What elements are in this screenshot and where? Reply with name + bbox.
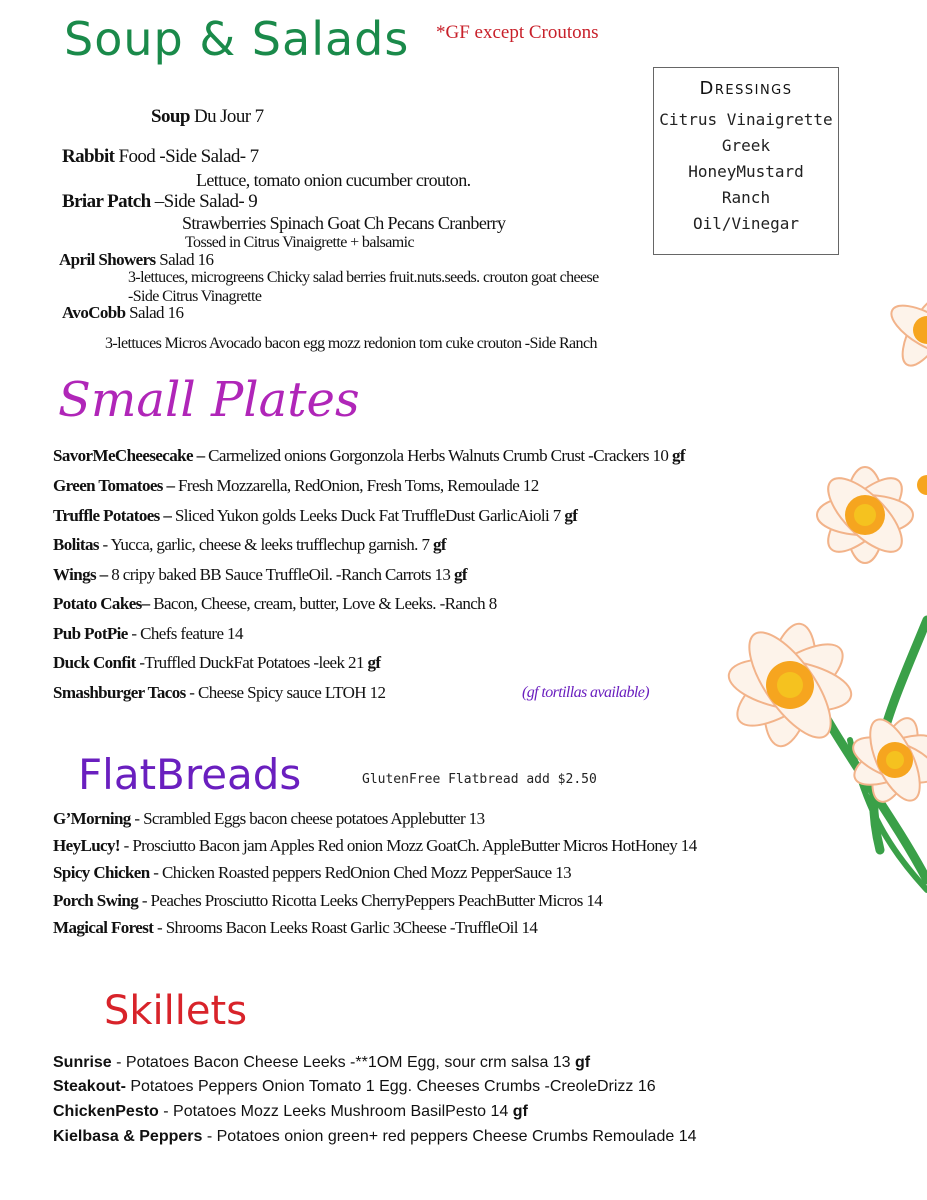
- menu-item-chickenpesto: [53, 1103, 528, 1121]
- daisy-1: [817, 467, 913, 563]
- item-name: Soup: [151, 106, 190, 127]
- menu-item-pub-potpie: [53, 624, 243, 644]
- item-name: AvoCobb: [62, 303, 126, 322]
- item-rest: - Yucca, garlic, cheese & leeks trufflechup garnish. 7: [98, 535, 433, 554]
- item-rest: - Prosciutto Bacon jam Apples Red onion Mozz GoatCh. AppleButter Micros HotHoney 14: [119, 836, 697, 855]
- item-name: Sunrise: [53, 1054, 112, 1071]
- menu-item-truffle-potatoes: [53, 506, 577, 526]
- menu-item-green-tomatoes: [53, 476, 539, 496]
- section-title-flatbreads: FlatBreads: [78, 750, 302, 799]
- gf-badge: gf: [512, 1103, 528, 1120]
- menu-item-duck-confit: [53, 653, 380, 673]
- item-rest: - Potatoes Mozz Leeks Mushroom BasilPesto 14: [158, 1103, 513, 1120]
- daisy-4-partial: [884, 290, 927, 373]
- menu-item-gmorning: [53, 809, 484, 829]
- item-name: Steakout-: [53, 1078, 126, 1095]
- section-title-skillets: Skillets: [104, 988, 248, 1034]
- section-title-small-plates: Small Plates: [58, 372, 360, 428]
- gf-badge: gf: [367, 653, 381, 672]
- item-name: Smashburger Tacos: [53, 683, 186, 702]
- gf-badge: gf: [671, 446, 685, 465]
- item-rest: Salad 16: [155, 250, 214, 269]
- dressing-item: HoneyMustard: [688, 162, 804, 181]
- item-name: Kielbasa & Peppers: [53, 1128, 203, 1145]
- item-description: Tossed in Citrus Vinaigrette + balsamic: [185, 234, 414, 251]
- menu-item-heylucy: [53, 836, 697, 856]
- item-rest: Potatoes Peppers Onion Tomato 1 Egg. Cheeses Crumbs -CreoleDrizz 16: [125, 1078, 656, 1095]
- item-rest: - Cheese Spicy sauce LTOH 12: [185, 683, 386, 702]
- menu-item-kielbasa-peppers: [53, 1128, 696, 1146]
- item-rest: - Chicken Roasted peppers RedOnion Ched Mozz PepperSauce 13: [149, 863, 572, 882]
- item-name: Pub PotPie: [53, 624, 128, 643]
- item-name: Bolitas: [53, 535, 99, 554]
- item-description: Lettuce, tomato onion cucumber crouton.: [196, 170, 471, 190]
- gf-badge: gf: [453, 565, 467, 584]
- item-description: Strawberries Spinach Goat Ch Pecans Cranberry: [182, 213, 506, 233]
- item-rest: Bacon, Cheese, cream, butter, Love & Leeks. -Ranch 8: [149, 594, 497, 613]
- dressing-item: Oil/Vinegar: [693, 214, 799, 233]
- gf-badge: gf: [575, 1054, 591, 1071]
- gf-crouton-note: *GF except Croutons: [436, 22, 599, 43]
- item-rest: - Chefs feature 14: [127, 624, 243, 643]
- section-title-soup-salads: Soup & Salads: [64, 12, 410, 66]
- menu-item-magical-forest: [53, 918, 537, 938]
- gluten-free-flatbread-note: GlutenFree Flatbread add $2.50: [362, 772, 597, 787]
- item-name: Truffle Potatoes –: [53, 506, 172, 525]
- menu-item-potato-cakes: [53, 594, 497, 614]
- daisy-flowers-illustration: [690, 290, 927, 950]
- item-name: Spicy Chicken: [53, 863, 150, 882]
- item-name: April Showers: [59, 250, 156, 269]
- item-name: Potato Cakes–: [53, 594, 150, 613]
- menu-item-wings: [53, 565, 467, 585]
- gf-badge: gf: [433, 535, 446, 554]
- menu-item-bolitas: [53, 535, 446, 555]
- menu-item-smashburger-tacos: [53, 683, 385, 703]
- item-rest: -Truffled DuckFat Potatoes -leek 21: [135, 653, 368, 672]
- item-rest: Carmelized onions Gorgonzola Herbs Walnuts Crumb Crust -Crackers 10: [204, 446, 672, 465]
- item-name: Porch Swing: [53, 891, 139, 910]
- item-rest: - Peaches Prosciutto Ricotta Leeks CherryPeppers PeachButter Micros 14: [138, 891, 603, 910]
- gf-badge: gf: [564, 506, 578, 525]
- item-name: Magical Forest: [53, 918, 154, 937]
- item-rest: –Side Salad- 9: [150, 191, 258, 212]
- dressing-item: Greek: [721, 136, 771, 155]
- dressings-title: Dressings: [699, 78, 793, 99]
- item-rest: Fresh Mozzarella, RedOnion, Fresh Toms, Remoulade 12: [174, 476, 539, 495]
- menu-item-briar-patch: [62, 191, 257, 213]
- item-rest: - Potatoes onion green+ red peppers Cheese Crumbs Remoulade 14: [202, 1128, 697, 1145]
- item-rest: - Scrambled Eggs bacon cheese potatoes Applebutter 13: [130, 809, 485, 828]
- item-name: Briar Patch: [62, 191, 151, 212]
- item-description: -Side Citrus Vinagrette: [128, 288, 262, 305]
- item-description: 3-lettuces, microgreens Chicky salad berries fruit.nuts.seeds. crouton goat cheese: [128, 269, 599, 286]
- item-name: Rabbit: [62, 146, 115, 167]
- dressing-item: Citrus Vinaigrette: [659, 110, 833, 129]
- item-name: Duck Confit: [53, 653, 136, 672]
- dressings-box: [653, 67, 839, 255]
- item-name: ChickenPesto: [53, 1103, 159, 1120]
- item-name: Wings –: [53, 565, 108, 584]
- item-name: HeyLucy!: [53, 836, 120, 855]
- dressing-item: Ranch: [721, 188, 771, 207]
- item-name: G’Morning: [53, 809, 131, 828]
- menu-item-porch-swing: [53, 891, 602, 911]
- item-rest: Sliced Yukon golds Leeks Duck Fat TruffleDust GarlicAioli 7: [171, 506, 565, 525]
- menu-item-avocobb: [62, 303, 183, 323]
- menu-item-sunrise: [53, 1054, 590, 1072]
- menu-item-soup: [151, 106, 264, 128]
- menu-item-savormecheesecake: [53, 446, 685, 466]
- daisy-5-partial: [917, 475, 927, 495]
- menu-item-april-showers: [59, 250, 213, 270]
- item-name: SavorMeCheesecake –: [53, 446, 205, 465]
- item-rest: - Potatoes Bacon Cheese Leeks -**1OM Egg, sour crm salsa 13: [111, 1054, 576, 1071]
- menu-item-steakout: [53, 1078, 656, 1096]
- gf-tortillas-note: (gf tortillas available): [522, 684, 649, 701]
- item-rest: Food -Side Salad- 7: [114, 146, 259, 167]
- item-name: Green Tomatoes –: [53, 476, 175, 495]
- item-description: 3-lettuces Micros Avocado bacon egg mozz redonion tom cuke crouton -Side Ranch: [105, 335, 597, 352]
- item-rest: Du Jour 7: [189, 106, 264, 127]
- item-rest: - Shrooms Bacon Leeks Roast Garlic 3Cheese -TruffleOil 14: [153, 918, 538, 937]
- item-rest: Salad 16: [125, 303, 184, 322]
- menu-item-rabbit-food: [62, 146, 259, 168]
- daisy-3: [847, 712, 927, 807]
- item-rest: 8 cripy baked BB Sauce TruffleOil. -Ranch Carrots 13: [107, 565, 454, 584]
- menu-item-spicy-chicken: [53, 863, 571, 883]
